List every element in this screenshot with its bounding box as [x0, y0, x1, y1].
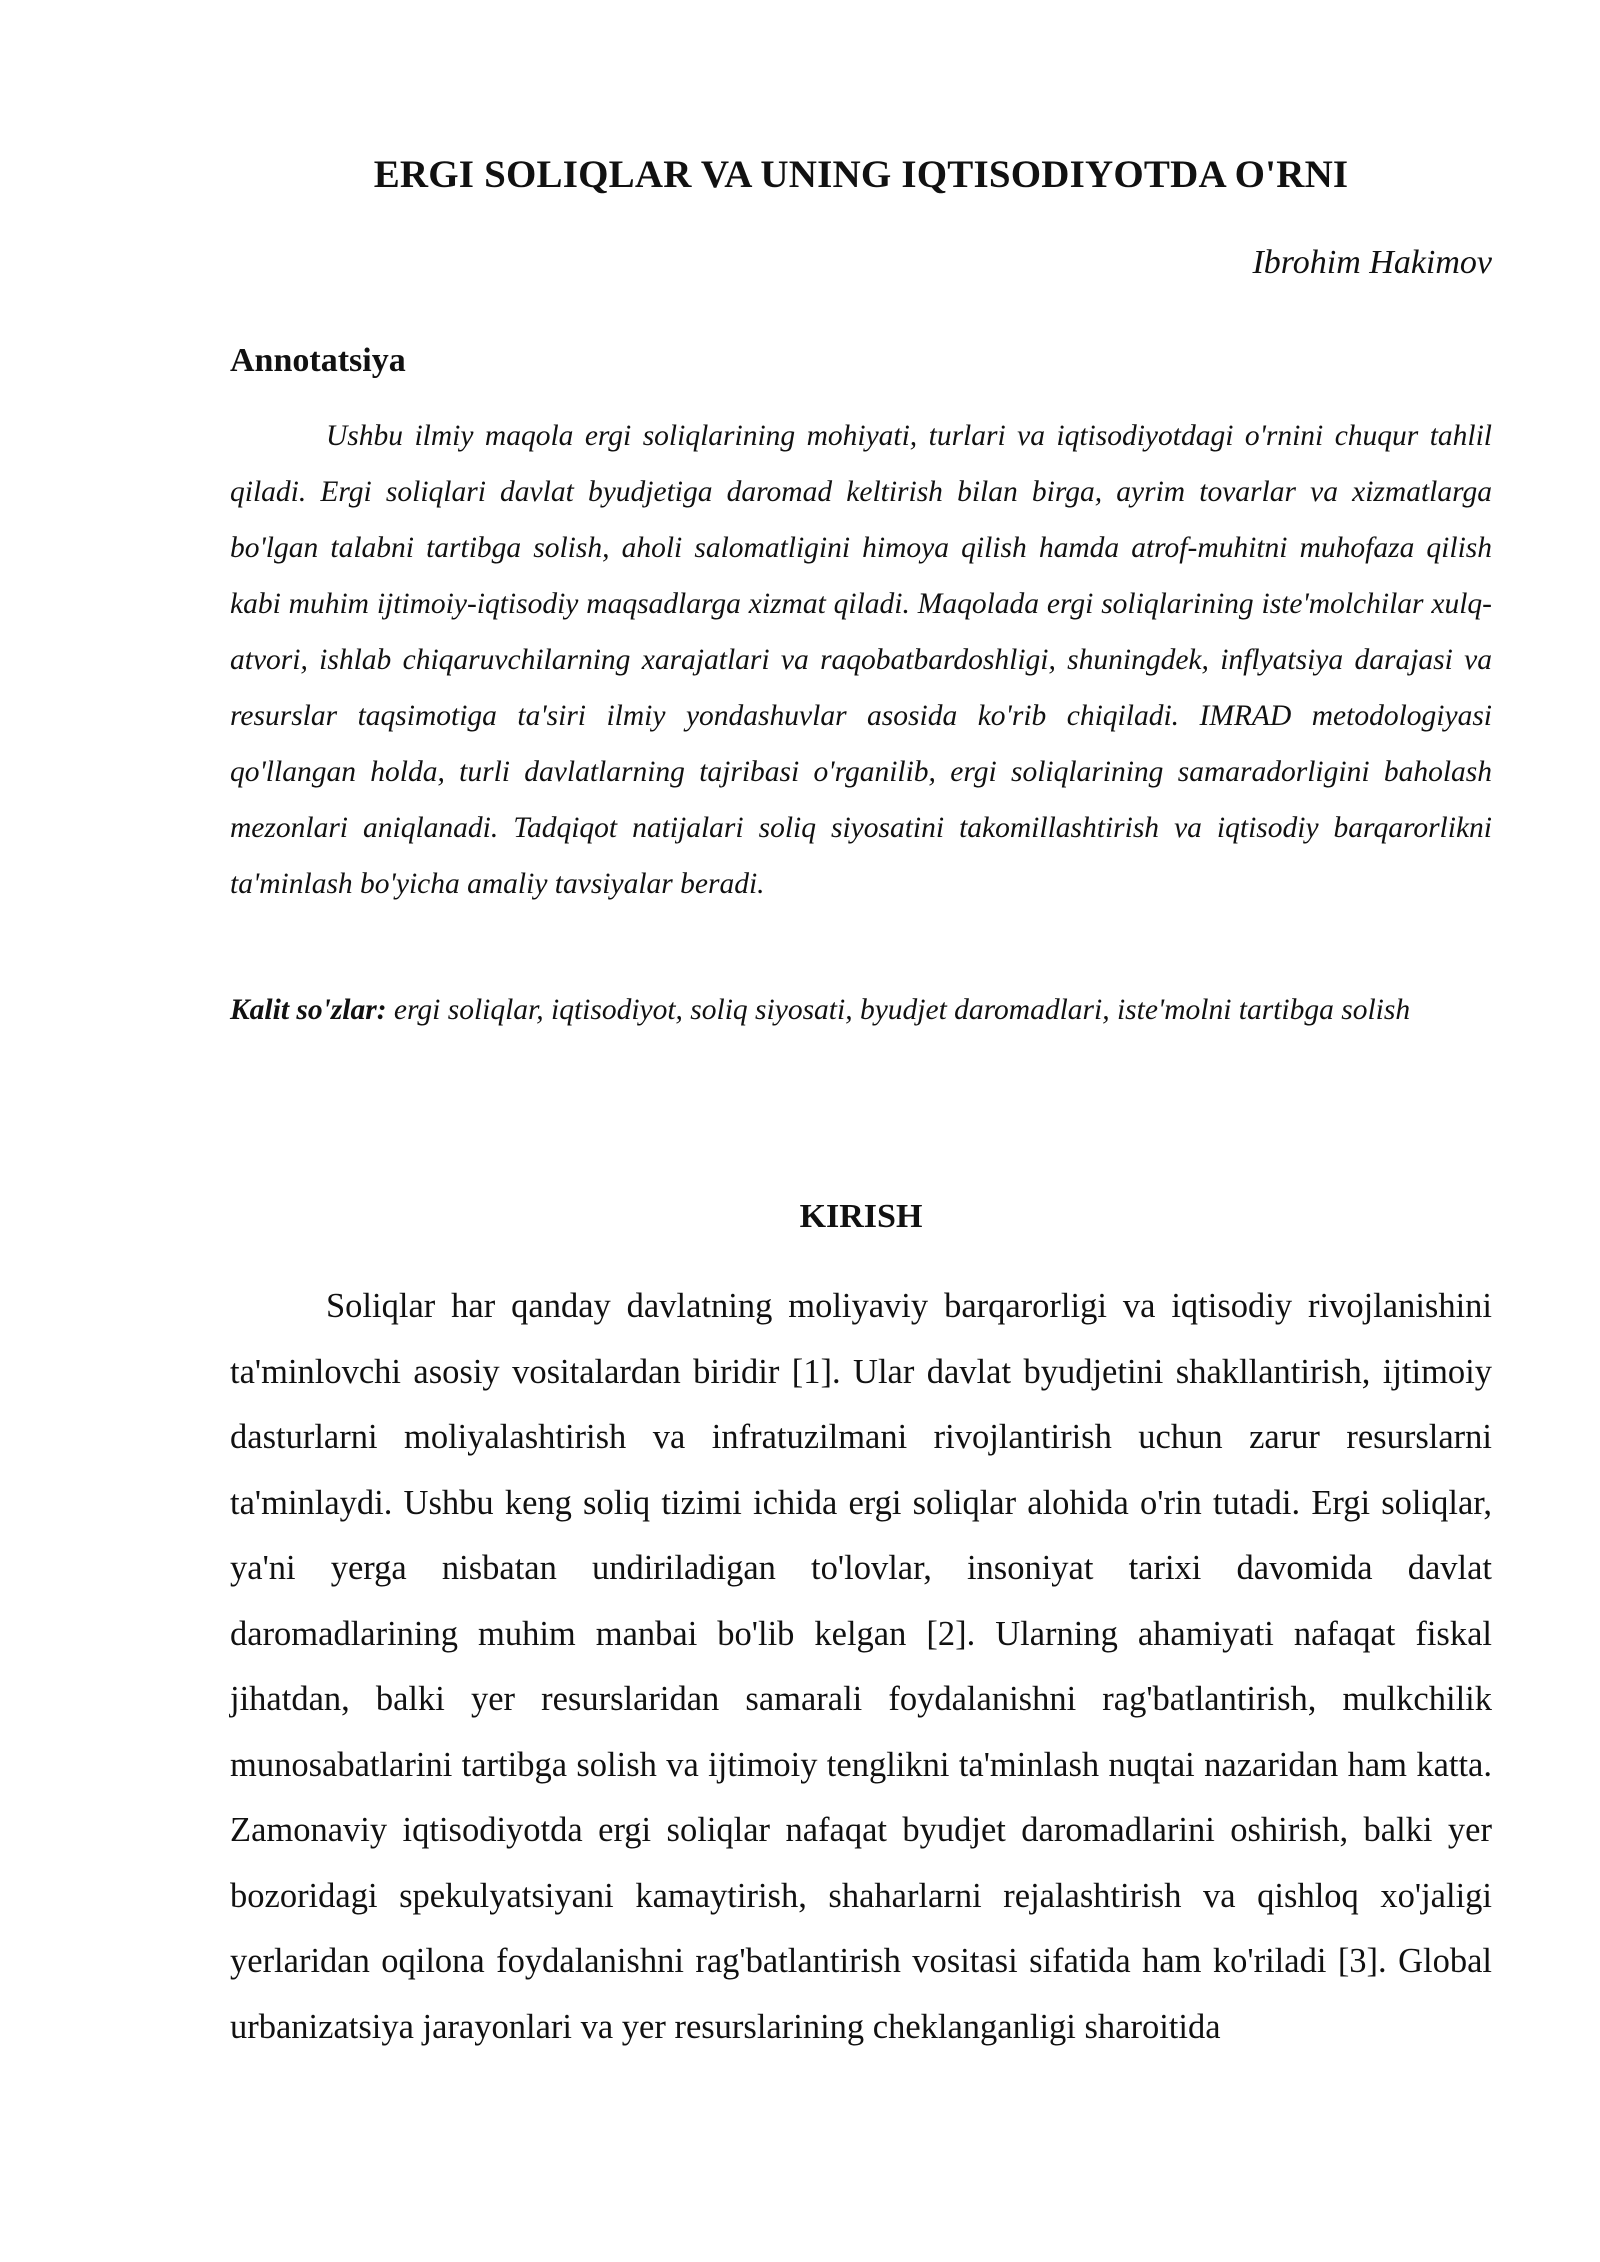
section-heading-introduction: KIRISH	[799, 1198, 923, 1235]
keywords	[230, 980, 1492, 1040]
author-name: Ibrohim Hakimov	[1252, 244, 1492, 281]
abstract-heading: Annotatsiya	[230, 342, 406, 379]
keywords-label: Kalit so'zlar:	[230, 994, 387, 1026]
introduction-paragraph: Soliqlar har qanday davlatning moliyaviy barqarorligi va iqtisodiy rivojlanishini ta'minlovchi asosiy vositalardan biridir [1]. Ular davlat byudjetini shakllantirish, ijtimoiy dasturlarni moliyalashtirish va infratuzilmani rivojlantirish uchun zarur resurslarni ta'minlaydi. Ushbu keng soliq tizimi ichida ergi soliqlar alohida o'rin tutadi. Ergi soliqlar, ya'ni yerga nisbatan undiriladigan to'lovlar, insoniyat tarixi davomida davlat daromadlarining muhim manbai bo'lib kelgan [2]. Ularning ahamiyati nafaqat fiskal jihatdan, balki yer resurslaridan samarali foydalanishni rag'batlantirish, mulkchilik munosabatlarini tartibga solish va ijtimoiy tenglikni ta'minlash nuqtai nazaridan ham katta. Zamonaviy iqtisodiyotda ergi soliqlar nafaqat byudjet daromadlarini oshirish, balki yer bozoridagi spekulyatsiyani kamaytirish, shaharlarni rejalashtirish va qishloq xo'jaligi yerlaridan oqilona foydalanishni rag'batlantirish vositasi sifatida ham ko'riladi [3]. Global urbanizatsiya jarayonlari va yer resurslarining cheklanganligi sharoitida	[230, 1287, 1492, 2046]
paper-title: ERGI SOLIQLAR VA UNING IQTISODIYOTDA O'RNI	[373, 153, 1349, 196]
keywords-text: ergi soliqlar, iqtisodiyot, soliq siyosati, byudjet daromadlari, iste'molni tartibga solish	[393, 994, 1411, 1026]
abstract-text: Ushbu ilmiy maqola ergi soliqlarining mohiyati, turlari va iqtisodiyotdagi o'rnini chuqur tahlil qiladi. Ergi soliqlari davlat byudjetiga daromad keltirish bilan birga, ayrim tovarlar va xizmatlarga bo'lgan talabni tartibga solish, aholi salomatligini himoya qilish hamda atrof-muhitni muhofaza qilish kabi muhim ijtimoiy-iqtisodiy maqsadlarga xizmat qiladi. Maqolada ergi soliqlarining iste'molchilar xulq-atvori, ishlab chiqaruvchilarning xarajatlari va raqobatbardoshligi, shuningdek, inflyatsiya darajasi va resurslar taqsimotiga ta'siri ilmiy yondashuvlar asosida ko'rib chiqiladi. IMRAD metodologiyasi qo'llangan holda, turli davlatlarning tajribasi o'rganilib, ergi soliqlarining samaradorligini baholash mezonlari aniqlanadi. Tadqiqot natijalari soliq siyosatini takomillashtirish va iqtisodiy barqarorlikni ta'minlash bo'yicha amaliy tavsiyalar beradi.	[230, 420, 1492, 900]
